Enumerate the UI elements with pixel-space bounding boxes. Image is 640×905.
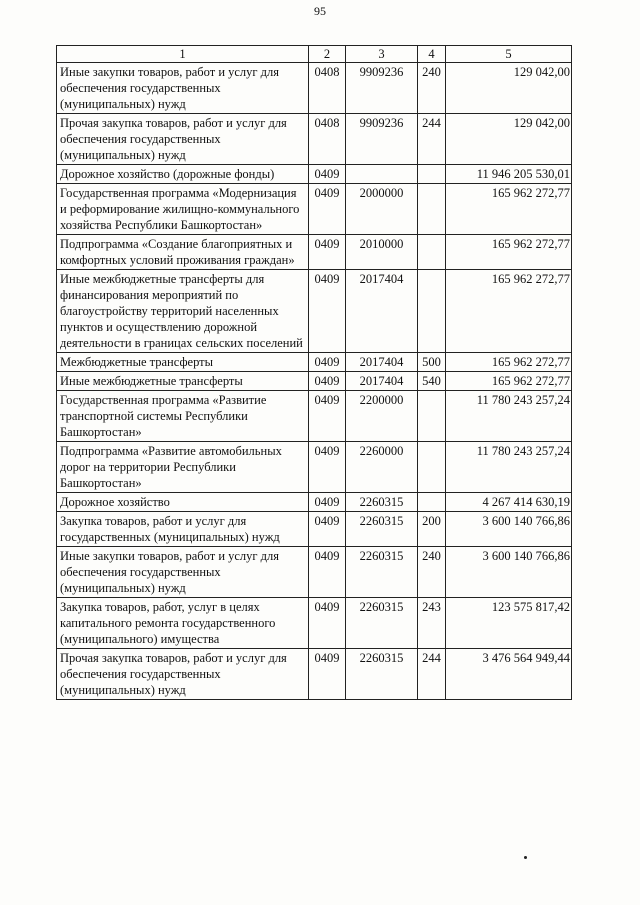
budget-table (56, 45, 572, 700)
cell-amount: 3 600 140 766,86 (446, 512, 572, 547)
table-row (57, 649, 572, 700)
table-row (57, 270, 572, 353)
column-header-target: 3 (346, 46, 418, 63)
table-row (57, 235, 572, 270)
table-row (57, 547, 572, 598)
cell-target: 9909236 (346, 63, 418, 114)
cell-target: 2260315 (346, 547, 418, 598)
cell-type (418, 184, 446, 235)
column-header-amount: 5 (446, 46, 572, 63)
column-header-type: 4 (418, 46, 446, 63)
cell-section: 0409 (309, 372, 346, 391)
table-row (57, 493, 572, 512)
cell-type: 200 (418, 512, 446, 547)
table-row (57, 114, 572, 165)
cell-target (346, 165, 418, 184)
cell-name: Государственная программа «Развитие транспортной системы Республики Башкортостан» (57, 391, 309, 442)
cell-amount: 123 575 817,42 (446, 598, 572, 649)
table-row (57, 391, 572, 442)
cell-name: Подпрограмма «Создание благоприятных и комфортных условий проживания граждан» (57, 235, 309, 270)
cell-name: Иные межбюджетные трансферты для финансирования мероприятий по благоустройству территорий населенных пунктов и осуществлению дорожной деятельности в границах сельских поселений (57, 270, 309, 353)
cell-name: Дорожное хозяйство (дорожные фонды) (57, 165, 309, 184)
cell-amount: 11 946 205 530,01 (446, 165, 572, 184)
cell-section: 0409 (309, 165, 346, 184)
cell-target: 2260315 (346, 512, 418, 547)
cell-name: Закупка товаров, работ, услуг в целях капитального ремонта государственного (муниципального) имущества (57, 598, 309, 649)
cell-section: 0409 (309, 184, 346, 235)
cell-name: Подпрограмма «Развитие автомобильных дорог на территории Республики Башкортостан» (57, 442, 309, 493)
cell-type: 240 (418, 547, 446, 598)
cell-amount: 11 780 243 257,24 (446, 442, 572, 493)
table-row (57, 598, 572, 649)
cell-amount: 165 962 272,77 (446, 235, 572, 270)
table-row (57, 165, 572, 184)
cell-name: Прочая закупка товаров, работ и услуг для обеспечения государственных (муниципальных) нужд (57, 114, 309, 165)
cell-amount: 4 267 414 630,19 (446, 493, 572, 512)
cell-target: 9909236 (346, 114, 418, 165)
table-body (57, 63, 572, 700)
cell-section: 0409 (309, 391, 346, 442)
column-header-name: 1 (57, 46, 309, 63)
cell-name: Закупка товаров, работ и услуг для государственных (муниципальных) нужд (57, 512, 309, 547)
cell-name: Иные межбюджетные трансферты (57, 372, 309, 391)
table-row (57, 442, 572, 493)
cell-amount: 165 962 272,77 (446, 270, 572, 353)
cell-target: 2260000 (346, 442, 418, 493)
column-header-section: 2 (309, 46, 346, 63)
cell-type (418, 235, 446, 270)
cell-amount: 165 962 272,77 (446, 353, 572, 372)
table-row (57, 353, 572, 372)
cell-section: 0409 (309, 512, 346, 547)
cell-amount: 129 042,00 (446, 63, 572, 114)
cell-target: 2200000 (346, 391, 418, 442)
cell-section: 0409 (309, 235, 346, 270)
cell-type: 244 (418, 649, 446, 700)
cell-section: 0409 (309, 493, 346, 512)
cell-amount: 165 962 272,77 (446, 372, 572, 391)
cell-target: 2017404 (346, 270, 418, 353)
cell-section: 0409 (309, 270, 346, 353)
cell-name: Иные закупки товаров, работ и услуг для обеспечения государственных (муниципальных) нужд (57, 547, 309, 598)
cell-section: 0409 (309, 649, 346, 700)
cell-amount: 129 042,00 (446, 114, 572, 165)
cell-target: 2260315 (346, 493, 418, 512)
cell-section: 0409 (309, 598, 346, 649)
cell-target: 2017404 (346, 372, 418, 391)
cell-target: 2260315 (346, 649, 418, 700)
cell-name: Государственная программа «Модернизация и реформирование жилищно-коммунального хозяйства Республики Башкортостан» (57, 184, 309, 235)
cell-type: 240 (418, 63, 446, 114)
cell-target: 2017404 (346, 353, 418, 372)
cell-section: 0409 (309, 547, 346, 598)
cell-target: 2000000 (346, 184, 418, 235)
cell-name: Прочая закупка товаров, работ и услуг для обеспечения государственных (муниципальных) нужд (57, 649, 309, 700)
cell-type (418, 493, 446, 512)
stray-mark (524, 856, 527, 859)
cell-target: 2260315 (346, 598, 418, 649)
table-row (57, 63, 572, 114)
cell-type (418, 165, 446, 184)
table-row (57, 372, 572, 391)
page-number: 95 (314, 4, 326, 18)
cell-section: 0408 (309, 114, 346, 165)
cell-type: 243 (418, 598, 446, 649)
cell-name: Межбюджетные трансферты (57, 353, 309, 372)
cell-amount: 11 780 243 257,24 (446, 391, 572, 442)
cell-target: 2010000 (346, 235, 418, 270)
cell-type (418, 270, 446, 353)
cell-type (418, 391, 446, 442)
cell-type: 500 (418, 353, 446, 372)
cell-amount: 3 476 564 949,44 (446, 649, 572, 700)
cell-section: 0408 (309, 63, 346, 114)
cell-amount: 165 962 272,77 (446, 184, 572, 235)
cell-name: Иные закупки товаров, работ и услуг для обеспечения государственных (муниципальных) нужд (57, 63, 309, 114)
cell-type (418, 442, 446, 493)
table-header-row (57, 46, 572, 63)
cell-section: 0409 (309, 442, 346, 493)
table-row (57, 512, 572, 547)
cell-section: 0409 (309, 353, 346, 372)
table-row (57, 184, 572, 235)
cell-name: Дорожное хозяйство (57, 493, 309, 512)
cell-type: 244 (418, 114, 446, 165)
cell-type: 540 (418, 372, 446, 391)
cell-amount: 3 600 140 766,86 (446, 547, 572, 598)
